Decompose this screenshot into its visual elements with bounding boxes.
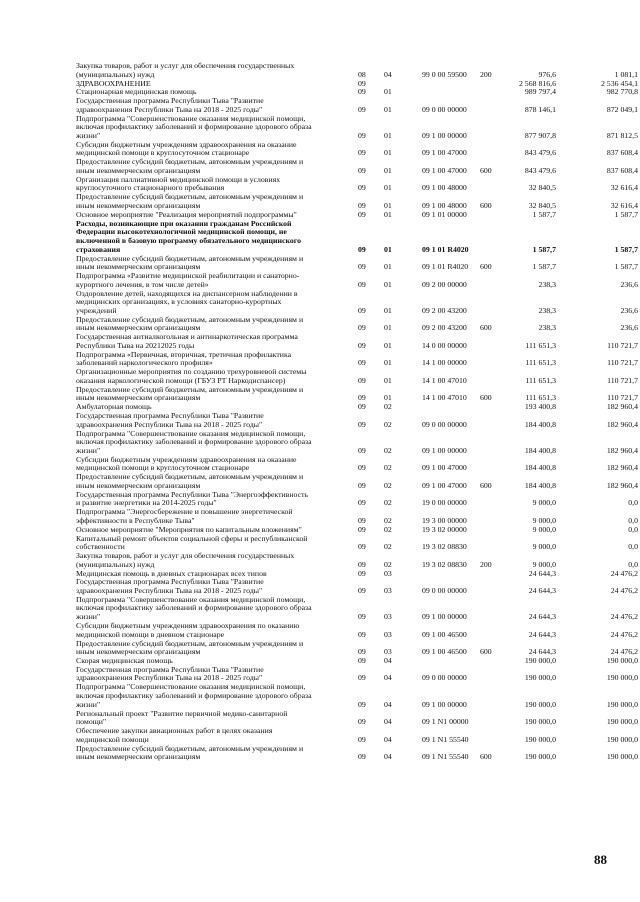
row-amount-year2: 236,6 (620, 305, 638, 315)
table-row (0, 272, 640, 289)
row-amount-year2: 190 000,0 (606, 752, 638, 762)
row-amount-year1: 843 479,6 (524, 148, 556, 158)
row-amount-year2: 24 476,2 (610, 585, 638, 595)
row-section-code: 09 (358, 752, 366, 762)
table-row (0, 526, 640, 535)
row-section-code: 09 (358, 165, 366, 175)
row-target-article: 09 0 00 00000 (422, 419, 467, 429)
row-name: Основное мероприятие "Мероприятия по капитальным вложениям" (76, 524, 302, 534)
row-subsection-code: 04 (384, 656, 392, 665)
row-name: Субсидии бюджетным учреждениям здравоохранения на оказание медицинской помощи в круглосуточном стационаре (76, 454, 297, 473)
row-section-code: 09 (358, 393, 366, 403)
table-row (0, 710, 640, 727)
row-expense-type: 600 (480, 200, 492, 210)
row-section-code: 09 (358, 524, 366, 534)
row-subsection-code: 02 (384, 445, 392, 455)
row-name: Предоставление субсидий бюджетным, автономным учреждениям и иным некоммерческим организациям (76, 743, 304, 762)
row-name: Подпрограмма "Совершенствование оказания медицинской помощи, включая профилактику заболеваний и формирование здорового образа жизни" (76, 428, 312, 455)
row-amount-year1: 24 644,3 (528, 647, 556, 657)
row-target-article: 14 1 00 00000 (422, 358, 467, 368)
row-subsection-code: 04 (384, 752, 392, 762)
table-row (0, 316, 640, 333)
row-name: Региональный проект "Развитие первичной медико-санитарной помощи" (76, 708, 288, 727)
row-section-code: 09 (358, 629, 366, 639)
row-name: Организация паллиативной медицинской помощи в условиях круглосуточного стационарного пребывания (76, 174, 281, 193)
row-target-article: 09 1 01 R4020 (422, 244, 469, 254)
row-expense-type: 600 (480, 165, 492, 175)
row-name: Подпрограмма "Совершенствование оказания медицинской помощи, включая профилактику заболеваний и формирование здорового образа жизни" (76, 113, 312, 140)
table-row (0, 456, 640, 473)
row-amount-year2: 110 721,7 (607, 393, 638, 403)
row-target-article: 19 3 02 00000 (422, 524, 467, 534)
table-row (0, 683, 640, 709)
row-section-code: 09 (358, 559, 366, 569)
row-subsection-code: 04 (384, 699, 392, 709)
row-target-article: 09 1 00 46500 (422, 629, 467, 639)
row-subsection-code: 04 (384, 734, 392, 744)
row-amount-year2: 1 587,7 (614, 209, 638, 219)
row-amount-year1: 238,3 (538, 323, 556, 333)
row-amount-year2: 32 616,4 (610, 200, 638, 210)
table-row (0, 193, 640, 210)
row-name: Предоставление субсидий бюджетным, автономным учреждениям и иным некоммерческим организациям (76, 157, 304, 175)
row-amount-year1: 843 479,6 (524, 165, 556, 175)
row-target-article: 19 0 00 00000 (422, 498, 467, 508)
row-target-article: 14 1 00 47010 (422, 375, 467, 385)
table-row (0, 97, 640, 114)
row-target-article: 09 1 00 00000 (422, 445, 467, 455)
table-row (0, 745, 640, 762)
row-target-article: 09 0 00 00000 (422, 673, 467, 683)
row-subsection-code: 03 (384, 647, 392, 657)
row-amount-year1: 193 400,8 (524, 402, 556, 412)
row-amount-year1: 9 000,0 (532, 524, 556, 534)
row-subsection-code: 01 (384, 262, 392, 272)
row-amount-year1: 190 000,0 (524, 673, 556, 683)
row-amount-year2: 182 960,4 (606, 445, 638, 455)
row-name: Расходы, возникающие при оказании гражданам Российской Федерации высокотехнологичной медицинской помощи, не включенной в базовую программу обязательного медицинского страхования (76, 218, 301, 254)
row-subsection-code: 01 (384, 305, 392, 315)
row-subsection-code: 01 (384, 87, 392, 97)
table-row (0, 141, 640, 158)
row-target-article: 09 2 00 43200 (422, 305, 467, 315)
row-subsection-code: 01 (384, 183, 392, 193)
row-amount-year2: 1 081,1 (614, 69, 638, 79)
row-amount-year1: 32 840,5 (528, 200, 556, 210)
table-row (0, 290, 640, 316)
row-amount-year2: 182 960,4 (606, 480, 638, 490)
table-row (0, 351, 640, 368)
row-name: Предоставление субсидий бюджетным, автономным учреждениям и иным некоммерческим организациям (76, 638, 304, 657)
row-section-code: 09 (358, 673, 366, 683)
row-amount-year1: 24 644,3 (528, 585, 556, 595)
row-subsection-code: 01 (384, 130, 392, 140)
row-subsection-code: 02 (384, 498, 392, 508)
row-amount-year2: 182 960,4 (606, 463, 638, 473)
row-target-article: 14 0 00 00000 (422, 340, 467, 350)
row-subsection-code: 01 (384, 165, 392, 175)
row-section-code: 09 (358, 419, 366, 429)
row-target-article: 09 0 00 00000 (422, 104, 467, 114)
row-expense-type: 600 (480, 480, 492, 490)
row-amount-year2: 190 000,0 (606, 699, 638, 709)
row-name: Скорая медицинская помощь (76, 656, 173, 665)
row-target-article: 14 1 00 47010 (422, 393, 467, 403)
row-amount-year1: 1 587,7 (532, 262, 556, 272)
row-subsection-code: 01 (384, 393, 392, 403)
row-amount-year2: 837 608,4 (606, 165, 638, 175)
row-amount-year2: 0,0 (628, 542, 638, 552)
row-name: Субсидии бюджетным учреждениям здравоохранения по оказанию медицинской помощи в дневном стационаре (76, 621, 300, 639)
row-name: Государственная программа Республики Тыва "Развитие здравоохранения Республики Тыва на 2018 - 2025 годы" (76, 411, 264, 429)
row-amount-year2: 1 587,7 (614, 262, 638, 272)
row-name: Государственная программа Республики Тыва "Развитие здравоохранения Республики Тыва на 2018 - 2025 годы" (76, 96, 264, 114)
page-number: 88 (594, 852, 607, 867)
row-amount-year1: 9 000,0 (532, 498, 556, 508)
row-amount-year2: 24 476,2 (610, 612, 638, 622)
table-row (0, 158, 640, 175)
row-section-code: 09 (358, 515, 366, 525)
row-section-code: 09 (358, 568, 366, 578)
row-name: Стационарная медицинская помощь (76, 87, 197, 97)
row-section-code: 09 (358, 200, 366, 210)
row-amount-year2: 1 587,7 (614, 244, 638, 254)
table-row (0, 666, 640, 683)
row-section-code: 09 (358, 717, 366, 727)
row-amount-year2: 871 812,5 (606, 130, 638, 140)
row-target-article: 99 0 00 59500 (422, 69, 467, 79)
row-amount-year2: 2 536 454,1 (600, 78, 638, 88)
row-name: Государственная программа Республики Тыва "Энергоэффективность и развитие энергетики на 2014-2025 годы" (76, 489, 309, 508)
row-section-code: 09 (358, 647, 366, 657)
row-name: Предоставление субсидий бюджетным, автономным учреждениям и иным некоммерческим организациям (76, 253, 304, 272)
table-row (0, 622, 640, 639)
table-row (0, 552, 640, 569)
row-subsection-code: 02 (384, 515, 392, 525)
row-name: Подпрограмма "Энергосбережение и повышение энергетической эффективности в Республике Тыва" (76, 507, 293, 525)
row-subsection-code: 01 (384, 244, 392, 254)
row-expense-type: 600 (480, 647, 492, 657)
row-amount-year2: 24 476,2 (610, 568, 638, 578)
row-amount-year2: 236,6 (620, 323, 638, 333)
row-amount-year1: 190 000,0 (524, 734, 556, 744)
row-amount-year1: 190 000,0 (524, 656, 556, 665)
row-amount-year2: 24 476,2 (610, 629, 638, 639)
row-target-article: 09 1 00 46500 (422, 647, 467, 657)
row-amount-year2: 837 608,4 (606, 148, 638, 158)
row-amount-year2: 872 049,1 (606, 104, 638, 114)
row-target-article: 09 1 N1 00000 (422, 717, 469, 727)
row-name: Закупка товаров, работ и услуг для обеспечения государственных (муниципальных) нужд (76, 551, 295, 569)
row-expense-type: 200 (480, 559, 492, 569)
row-amount-year2: 24 476,2 (610, 647, 638, 657)
row-amount-year1: 24 644,3 (528, 568, 556, 578)
row-target-article: 09 1 00 47000 (422, 463, 467, 473)
row-amount-year2: 190 000,0 (606, 734, 638, 744)
row-amount-year2: 182 960,4 (606, 419, 638, 429)
row-amount-year1: 976,6 (538, 69, 556, 79)
row-amount-year2: 0,0 (628, 515, 638, 525)
row-amount-year1: 238,3 (538, 279, 556, 289)
row-amount-year1: 111 651,3 (525, 358, 556, 368)
row-amount-year2: 190 000,0 (606, 717, 638, 727)
table-row (0, 176, 640, 193)
row-section-code: 09 (358, 585, 366, 595)
row-amount-year1: 1 587,7 (532, 209, 556, 219)
row-amount-year2: 32 616,4 (610, 183, 638, 193)
row-amount-year1: 9 000,0 (532, 559, 556, 569)
row-section-code: 09 (358, 209, 366, 219)
table-row (0, 333, 640, 350)
row-amount-year2: 0,0 (628, 498, 638, 508)
row-name: Основное мероприятие "Реализация мероприятий подпрограммы" (76, 209, 297, 219)
row-name: Предоставление субсидий бюджетным, автономным учреждениям и иным некоммерческим организациям (76, 192, 304, 210)
row-section-code: 09 (358, 498, 366, 508)
row-subsection-code: 03 (384, 612, 392, 622)
row-amount-year1: 190 000,0 (524, 699, 556, 709)
row-target-article: 09 1 01 00000 (422, 209, 467, 219)
row-section-code: 09 (358, 402, 366, 412)
row-target-article: 09 0 00 00000 (422, 585, 467, 595)
row-amount-year2: 0,0 (628, 524, 638, 534)
row-amount-year2: 982 770,8 (606, 87, 638, 97)
row-section-code: 09 (358, 244, 366, 254)
row-amount-year1: 111 651,3 (525, 375, 556, 385)
table-row (0, 473, 640, 490)
row-expense-type: 600 (480, 752, 492, 762)
row-subsection-code: 04 (384, 69, 392, 79)
row-section-code: 09 (358, 104, 366, 114)
table-row (0, 220, 640, 254)
row-subsection-code: 01 (384, 148, 392, 158)
row-subsection-code: 01 (384, 279, 392, 289)
row-amount-year1: 238,3 (538, 305, 556, 315)
row-subsection-code: 03 (384, 629, 392, 639)
row-name: Подпрограмма «Развитие медицинской реабилитации и санаторно- курортного лечения, в том числе детей» (76, 271, 300, 289)
row-section-code: 09 (358, 656, 366, 665)
row-name: Медицинская помощь в дневных стационарах всех типов (76, 568, 267, 578)
row-target-article: 09 1 00 47000 (422, 165, 467, 175)
row-target-article: 09 1 N1 55540 (422, 734, 469, 744)
row-expense-type: 600 (480, 393, 492, 403)
row-subsection-code: 02 (384, 559, 392, 569)
row-subsection-code: 02 (384, 402, 392, 412)
row-name: Обеспечение закупки авиационных работ в целях оказания медицинской помощи (76, 726, 273, 744)
row-subsection-code: 04 (384, 673, 392, 683)
table-row (0, 508, 640, 525)
row-target-article: 09 1 00 47000 (422, 148, 467, 158)
row-subsection-code: 01 (384, 358, 392, 368)
row-amount-year2: 0,0 (628, 559, 638, 569)
table-row (0, 430, 640, 456)
row-subsection-code: 02 (384, 524, 392, 534)
row-target-article: 09 1 00 00000 (422, 612, 467, 622)
table-row (0, 412, 640, 429)
row-amount-year1: 184 400,8 (524, 419, 556, 429)
row-section-code: 09 (358, 323, 366, 333)
row-section-code: 09 (358, 87, 366, 97)
table-row (0, 115, 640, 141)
row-section-code: 09 (358, 445, 366, 455)
row-section-code: 09 (358, 358, 366, 368)
row-amount-year1: 1 587,7 (532, 244, 556, 254)
row-section-code: 09 (358, 542, 366, 552)
row-expense-type: 200 (480, 69, 492, 79)
row-name: Закупка товаров, работ и услуг для обеспечения государственных (муниципальных) нужд (76, 61, 295, 79)
row-name: Государственная антиалкогольная и антинаркотическая программа Республики Тыва на 20212025 годы (76, 332, 298, 350)
row-name: Субсидии бюджетным учреждениям здравоохранения на оказание медицинской помощи в круглосуточном стационаре (76, 139, 297, 158)
table-row (0, 255, 640, 272)
table-row (0, 491, 640, 508)
table-row (0, 578, 640, 595)
row-amount-year1: 190 000,0 (524, 717, 556, 727)
row-target-article: 09 1 00 48000 (422, 183, 467, 193)
row-subsection-code: 03 (384, 568, 392, 578)
table-row (0, 62, 640, 79)
row-name: Предоставление субсидий бюджетным, автономным учреждениям и иным некоммерческим организациям (76, 314, 304, 333)
row-subsection-code: 03 (384, 585, 392, 595)
row-amount-year1: 111 651,3 (525, 393, 556, 403)
row-subsection-code: 02 (384, 419, 392, 429)
row-name: Государственная программа Республики Тыва "Развитие здравоохранения Республики Тыва на 2018 - 2025 годы" (76, 664, 264, 683)
row-name: Оздоровление детей, находящихся на диспансерном наблюдении в медицинских организациях, в условиях санаторно-курортных учреждений (76, 288, 298, 315)
row-target-article: 09 2 00 43200 (422, 323, 467, 333)
row-section-code: 09 (358, 279, 366, 289)
row-target-article: 19 3 02 08830 (422, 542, 467, 552)
row-amount-year1: 877 907,8 (524, 130, 556, 140)
row-amount-year1: 24 644,3 (528, 612, 556, 622)
row-section-code: 09 (358, 78, 366, 88)
row-amount-year2: 182 960,4 (606, 402, 638, 412)
row-subsection-code: 01 (384, 375, 392, 385)
row-amount-year1: 24 644,3 (528, 629, 556, 639)
row-amount-year1: 878 146,1 (524, 104, 556, 114)
row-subsection-code: 01 (384, 104, 392, 114)
row-subsection-code: 02 (384, 480, 392, 490)
table-row (0, 640, 640, 657)
row-subsection-code: 01 (384, 200, 392, 210)
row-amount-year1: 184 400,8 (524, 480, 556, 490)
row-amount-year1: 190 000,0 (524, 752, 556, 762)
row-section-code: 09 (358, 262, 366, 272)
row-target-article: 09 1 00 00000 (422, 699, 467, 709)
row-expense-type: 600 (480, 323, 492, 333)
row-target-article: 19 3 00 00000 (422, 515, 467, 525)
row-target-article: 19 3 02 08830 (422, 559, 467, 569)
row-section-code: 09 (358, 734, 366, 744)
row-target-article: 09 2 00 00000 (422, 279, 467, 289)
row-subsection-code: 01 (384, 209, 392, 219)
row-amount-year1: 32 840,5 (528, 183, 556, 193)
row-name: Подпрограмма "Совершенствование оказания медицинской помощи, включая профилактику заболеваний и формирование здорового образа жизни" (76, 594, 312, 622)
row-section-code: 09 (358, 183, 366, 193)
row-amount-year2: 110 721,7 (607, 340, 638, 350)
row-section-code: 09 (358, 612, 366, 622)
row-section-code: 09 (358, 480, 366, 490)
row-section-code: 09 (358, 340, 366, 350)
row-subsection-code: 01 (384, 323, 392, 333)
row-target-article: 09 1 01 R4020 (422, 262, 469, 272)
row-name: Предоставление субсидий бюджетным, автономным учреждениям и иным некоммерческим организациям (76, 384, 304, 403)
row-name: Подпрограмма «Первичная, вторичная, третичная профилактика заболеваний наркологического профиля» (76, 349, 292, 368)
row-subsection-code: 02 (384, 542, 392, 552)
row-name: Капитальный ремонт объектов социальной сферы и республиканской собственности (76, 533, 308, 552)
row-amount-year2: 110 721,7 (607, 358, 638, 368)
row-section-code: 09 (358, 699, 366, 709)
row-amount-year2: 110 721,7 (607, 375, 638, 385)
row-section-code: 08 (358, 69, 366, 79)
row-amount-year1: 184 400,8 (524, 463, 556, 473)
row-target-article: 09 1 N1 55540 (422, 752, 469, 762)
row-name: Государственная программа Республики Тыва "Развитие здравоохранения Республики Тыва на 2018 - 2025 годы" (76, 577, 264, 595)
row-expense-type: 600 (480, 262, 492, 272)
row-subsection-code: 01 (384, 340, 392, 350)
table-row (0, 596, 640, 622)
row-section-code: 09 (358, 148, 366, 158)
row-section-code: 09 (358, 130, 366, 140)
row-name: Предоставление субсидий бюджетным, автономным учреждениям и иным некоммерческим организациям (76, 472, 304, 490)
row-amount-year1: 9 000,0 (532, 542, 556, 552)
table-row (0, 727, 640, 744)
row-name: ЗДРАВООХРАНЕНИЕ (76, 78, 151, 88)
row-subsection-code: 04 (384, 717, 392, 727)
row-subsection-code: 02 (384, 463, 392, 473)
row-amount-year2: 190 000,0 (606, 673, 638, 683)
table-row (0, 368, 640, 385)
row-amount-year2: 190 000,0 (606, 656, 638, 665)
row-target-article: 09 1 00 00000 (422, 130, 467, 140)
row-amount-year2: 236,6 (620, 279, 638, 289)
row-name: Организационные мероприятия по созданию трехуровневой системы оказания наркологической помощи (ГБУЗ РТ Наркодиспансер) (76, 367, 307, 385)
row-amount-year1: 111 651,3 (525, 340, 556, 350)
table-row (0, 386, 640, 403)
row-name: Подпрограмма "Совершенствование оказания медицинской помощи, включая профилактику заболеваний и формирование здорового образа жизни" (76, 682, 312, 709)
row-amount-year1: 9 000,0 (532, 515, 556, 525)
row-section-code: 09 (358, 375, 366, 385)
row-section-code: 09 (358, 463, 366, 473)
row-amount-year1: 2 568 816,6 (518, 78, 556, 88)
row-target-article: 09 1 00 47000 (422, 480, 467, 490)
row-target-article: 09 1 00 48000 (422, 200, 467, 210)
row-amount-year1: 184 400,8 (524, 445, 556, 455)
row-section-code: 09 (358, 305, 366, 315)
row-name: Амбулаторная помощь (76, 402, 152, 412)
row-amount-year1: 989 797,4 (524, 87, 556, 97)
table-row (0, 535, 640, 552)
